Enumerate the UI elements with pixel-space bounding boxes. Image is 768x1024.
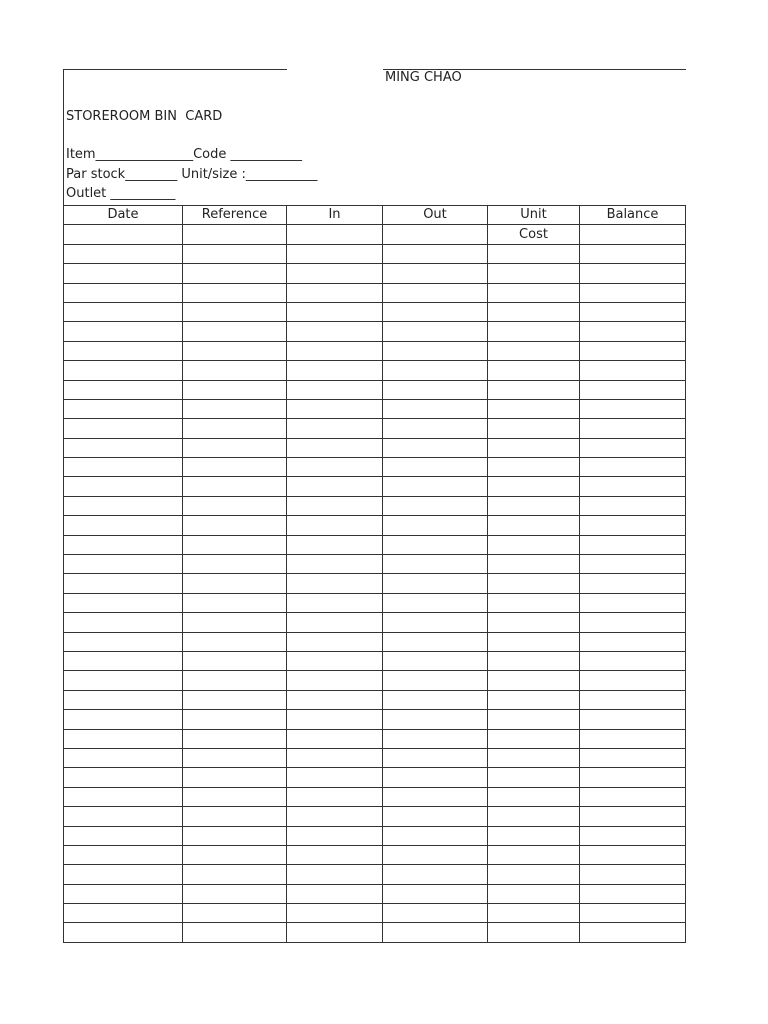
table-cell[interactable] [183, 710, 287, 729]
table-cell[interactable] [183, 477, 287, 496]
table-cell[interactable] [64, 458, 183, 477]
table-row [64, 225, 686, 244]
table-row [64, 632, 686, 651]
table-cell[interactable] [183, 438, 287, 457]
table-row [64, 904, 686, 923]
card-title: STOREROOM BIN CARD [66, 109, 223, 124]
table-cell[interactable] [580, 574, 686, 593]
table-cell[interactable] [488, 458, 580, 477]
table-cell[interactable] [287, 458, 383, 477]
table-cell[interactable] [580, 884, 686, 903]
table-cell[interactable] [580, 419, 686, 438]
table-cell[interactable] [580, 283, 686, 302]
table-cell[interactable] [64, 322, 183, 341]
table-cell[interactable] [64, 302, 183, 321]
table-cell[interactable] [488, 283, 580, 302]
table-row [64, 477, 686, 496]
table-cell[interactable] [64, 865, 183, 884]
table-cell[interactable] [383, 496, 488, 515]
column-header-unit: Unit [488, 206, 580, 225]
table-cell[interactable] [287, 264, 383, 283]
table-cell[interactable] [183, 516, 287, 535]
table-cell[interactable] [183, 322, 287, 341]
table-cell[interactable] [64, 496, 183, 515]
column-header-date: Date [64, 206, 183, 225]
table-cell[interactable] [287, 729, 383, 748]
table-cell[interactable] [64, 710, 183, 729]
table-cell[interactable] [183, 845, 287, 864]
table-row [64, 748, 686, 767]
table-row [64, 516, 686, 535]
table-cell[interactable] [287, 923, 383, 942]
table-cell[interactable] [64, 845, 183, 864]
table-row [64, 787, 686, 806]
table-cell[interactable] [183, 593, 287, 612]
outlet-field[interactable]: Outlet __________ [66, 186, 176, 201]
table-cell[interactable] [287, 690, 383, 709]
table-cell[interactable] [287, 302, 383, 321]
table-cell[interactable] [488, 690, 580, 709]
table-cell[interactable] [383, 845, 488, 864]
table-cell[interactable] [383, 225, 488, 244]
table-cell[interactable] [64, 826, 183, 845]
table-cell[interactable] [64, 399, 183, 418]
table-cell[interactable] [580, 865, 686, 884]
table-cell[interactable] [287, 399, 383, 418]
table-cell[interactable] [64, 264, 183, 283]
table-body [64, 225, 686, 942]
table-cell[interactable] [64, 807, 183, 826]
table-cell[interactable] [580, 710, 686, 729]
table-cell[interactable] [64, 477, 183, 496]
table-cell[interactable] [287, 438, 383, 457]
table-row [64, 826, 686, 845]
table-cell[interactable] [488, 613, 580, 632]
table-cell[interactable] [183, 787, 287, 806]
table-cell[interactable] [488, 923, 580, 942]
table-cell[interactable] [183, 380, 287, 399]
table-cell[interactable] [287, 380, 383, 399]
table-cell[interactable] [287, 671, 383, 690]
table-cell[interactable] [183, 361, 287, 380]
table-cell[interactable] [580, 923, 686, 942]
table-cell[interactable] [64, 904, 183, 923]
table-cell[interactable] [287, 361, 383, 380]
table-cell[interactable] [183, 768, 287, 787]
table-cell[interactable] [183, 496, 287, 515]
table-cell[interactable] [287, 535, 383, 554]
table-cell[interactable] [488, 535, 580, 554]
table-cell[interactable] [383, 419, 488, 438]
table-row [64, 438, 686, 457]
table-cell[interactable] [383, 458, 488, 477]
column-header-in: In [287, 206, 383, 225]
table-row [64, 651, 686, 670]
table-cell[interactable] [183, 884, 287, 903]
table-cell[interactable] [64, 361, 183, 380]
table-cell[interactable] [287, 807, 383, 826]
table-cell[interactable] [183, 283, 287, 302]
table-row [64, 768, 686, 787]
table-cell[interactable] [183, 574, 287, 593]
table-cell[interactable] [580, 438, 686, 457]
table-cell[interactable] [383, 884, 488, 903]
table-cell[interactable] [383, 651, 488, 670]
table-cell[interactable] [488, 729, 580, 748]
table-cell[interactable] [287, 651, 383, 670]
table-cell[interactable] [287, 845, 383, 864]
table-cell[interactable] [383, 380, 488, 399]
table-cell[interactable] [580, 361, 686, 380]
table-cell[interactable] [183, 399, 287, 418]
table-cell[interactable] [64, 748, 183, 767]
table-row [64, 322, 686, 341]
table-cell[interactable] [488, 419, 580, 438]
table-cell[interactable] [183, 535, 287, 554]
table-cell[interactable] [287, 865, 383, 884]
table-cell[interactable] [183, 555, 287, 574]
table-cell[interactable] [287, 341, 383, 360]
table-cell[interactable] [64, 438, 183, 457]
company-name: MING CHAO [385, 70, 462, 85]
table-cell[interactable] [183, 632, 287, 651]
table-cell[interactable] [580, 748, 686, 767]
table-cell[interactable] [488, 807, 580, 826]
table-cell[interactable] [580, 380, 686, 399]
table-cell[interactable] [287, 322, 383, 341]
table-cell[interactable] [383, 399, 488, 418]
table-cell[interactable] [287, 826, 383, 845]
table-cell[interactable] [488, 787, 580, 806]
table-cell[interactable] [580, 807, 686, 826]
table-cell[interactable] [580, 225, 686, 244]
table-cell[interactable] [64, 651, 183, 670]
table-cell[interactable] [488, 399, 580, 418]
table-cell[interactable] [580, 845, 686, 864]
table-cell[interactable] [64, 574, 183, 593]
table-cell[interactable] [383, 283, 488, 302]
table-cell[interactable] [488, 477, 580, 496]
table-row [64, 399, 686, 418]
table-row [64, 884, 686, 903]
table-cell[interactable] [488, 438, 580, 457]
table-cell[interactable] [488, 651, 580, 670]
table-cell[interactable] [383, 244, 488, 263]
table-cell[interactable] [64, 535, 183, 554]
table-row [64, 535, 686, 554]
table-cell[interactable] [183, 671, 287, 690]
table-cell[interactable] [580, 399, 686, 418]
table-cell[interactable] [580, 555, 686, 574]
table-cell[interactable] [64, 419, 183, 438]
table-cell[interactable] [64, 787, 183, 806]
table-cell[interactable] [183, 651, 287, 670]
table-row [64, 671, 686, 690]
table-cell[interactable] [287, 419, 383, 438]
bin-card-table [63, 205, 686, 943]
table-cell[interactable] [488, 322, 580, 341]
table-cell[interactable] [183, 826, 287, 845]
table-cell[interactable] [64, 516, 183, 535]
table-cell[interactable] [64, 690, 183, 709]
table-cell[interactable] [64, 225, 183, 244]
table-cell[interactable] [383, 516, 488, 535]
table-cell[interactable] [580, 458, 686, 477]
table-cell[interactable] [383, 729, 488, 748]
table-cell[interactable] [287, 496, 383, 515]
table-cell[interactable] [383, 768, 488, 787]
table-cell[interactable] [580, 787, 686, 806]
table-cell[interactable] [287, 884, 383, 903]
table-cell[interactable] [383, 574, 488, 593]
table-cell[interactable] [183, 865, 287, 884]
table-cell[interactable] [183, 923, 287, 942]
table-cell[interactable] [383, 302, 488, 321]
table-cell[interactable] [488, 555, 580, 574]
table-cell[interactable] [383, 438, 488, 457]
table-row [64, 419, 686, 438]
table-cell[interactable] [287, 710, 383, 729]
table-cell[interactable] [64, 632, 183, 651]
table-cell[interactable] [64, 283, 183, 302]
table-cell[interactable] [580, 904, 686, 923]
table-cell[interactable] [183, 302, 287, 321]
table-cell[interactable] [580, 671, 686, 690]
table-cell[interactable] [488, 244, 580, 263]
table-cell[interactable] [383, 748, 488, 767]
table-cell[interactable] [383, 904, 488, 923]
table-cell[interactable] [287, 613, 383, 632]
table-cell[interactable] [580, 729, 686, 748]
table-cell[interactable] [580, 341, 686, 360]
table-cell[interactable] [64, 884, 183, 903]
table-header-row [64, 206, 686, 225]
table-cell[interactable] [488, 302, 580, 321]
table-cell[interactable] [183, 904, 287, 923]
table-cell[interactable] [64, 341, 183, 360]
column-header-balance: Balance [580, 206, 686, 225]
table-row [64, 613, 686, 632]
table-cell[interactable] [580, 496, 686, 515]
table-cell[interactable] [580, 593, 686, 612]
table-cell[interactable] [488, 884, 580, 903]
table-row [64, 380, 686, 399]
table-cell[interactable] [383, 535, 488, 554]
table-cell[interactable] [488, 496, 580, 515]
table-cell[interactable] [64, 380, 183, 399]
table-cell[interactable] [287, 632, 383, 651]
table-cell[interactable] [287, 244, 383, 263]
table-row [64, 807, 686, 826]
table-cell[interactable] [383, 787, 488, 806]
table-cell[interactable] [64, 729, 183, 748]
table-cell[interactable] [287, 787, 383, 806]
table-cell[interactable] [488, 710, 580, 729]
table-cell[interactable] [287, 593, 383, 612]
table-cell[interactable] [287, 516, 383, 535]
table-cell[interactable] [183, 729, 287, 748]
table-cell[interactable] [488, 865, 580, 884]
par-stock-unit-field[interactable]: Par stock________ Unit/size :___________ [66, 167, 318, 182]
table-cell[interactable] [183, 244, 287, 263]
table-row [64, 865, 686, 884]
table-cell[interactable] [488, 593, 580, 612]
table-cell[interactable] [287, 574, 383, 593]
table-cell[interactable] [580, 516, 686, 535]
table-row [64, 690, 686, 709]
column-header-reference: Reference [183, 206, 287, 225]
table-cell[interactable] [488, 768, 580, 787]
table-cell[interactable] [580, 690, 686, 709]
table-cell[interactable] [287, 904, 383, 923]
table-row [64, 264, 686, 283]
table-cell[interactable] [488, 341, 580, 360]
table-cell[interactable] [287, 477, 383, 496]
table-cell[interactable] [580, 826, 686, 845]
table-row [64, 555, 686, 574]
table-cell[interactable] [383, 865, 488, 884]
table-row [64, 593, 686, 612]
table-cell[interactable] [183, 613, 287, 632]
table-cell[interactable] [580, 651, 686, 670]
table-cell[interactable] [64, 923, 183, 942]
table-cell[interactable] [383, 361, 488, 380]
table-cell[interactable] [183, 264, 287, 283]
table-row [64, 361, 686, 380]
table-cell[interactable] [383, 555, 488, 574]
table-cell[interactable] [183, 225, 287, 244]
table-cell[interactable] [580, 632, 686, 651]
table-row [64, 496, 686, 515]
table-row [64, 845, 686, 864]
table-cell[interactable] [64, 613, 183, 632]
table-cell[interactable] [383, 710, 488, 729]
table-cell[interactable] [183, 419, 287, 438]
table-row [64, 341, 686, 360]
table-row [64, 283, 686, 302]
table-cell[interactable] [488, 574, 580, 593]
table-cell[interactable] [488, 826, 580, 845]
table-cell[interactable] [383, 322, 488, 341]
table-cell[interactable] [488, 845, 580, 864]
table-cell[interactable] [580, 264, 686, 283]
table-cell[interactable] [64, 555, 183, 574]
table-cell[interactable] [488, 516, 580, 535]
table-row [64, 574, 686, 593]
left-margin-line [63, 69, 64, 205]
unit-cost-label: Cost [488, 225, 580, 244]
table-row [64, 244, 686, 263]
table-row [64, 729, 686, 748]
table-cell[interactable] [64, 671, 183, 690]
table-cell[interactable] [64, 244, 183, 263]
table-cell[interactable] [64, 593, 183, 612]
table-cell[interactable] [488, 380, 580, 399]
column-header-out: Out [383, 206, 488, 225]
table-cell[interactable] [488, 361, 580, 380]
table-row [64, 710, 686, 729]
table-cell[interactable] [383, 923, 488, 942]
table-cell[interactable] [183, 748, 287, 767]
table-cell[interactable] [383, 477, 488, 496]
table-cell[interactable] [580, 302, 686, 321]
table-cell[interactable] [580, 535, 686, 554]
table-cell[interactable] [488, 748, 580, 767]
table-cell[interactable] [183, 341, 287, 360]
table-cell[interactable] [383, 807, 488, 826]
table-cell[interactable] [488, 632, 580, 651]
table-cell[interactable] [287, 225, 383, 244]
table-cell[interactable] [383, 632, 488, 651]
table-cell[interactable] [580, 477, 686, 496]
table-cell[interactable] [383, 341, 488, 360]
top-left-rule [63, 69, 287, 70]
table-row [64, 923, 686, 942]
table-cell[interactable] [383, 593, 488, 612]
table-cell[interactable] [183, 690, 287, 709]
table-cell[interactable] [383, 613, 488, 632]
table-cell[interactable] [580, 322, 686, 341]
table-row [64, 458, 686, 477]
table-cell[interactable] [287, 748, 383, 767]
table-cell[interactable] [383, 826, 488, 845]
table-row [64, 302, 686, 321]
table-cell[interactable] [488, 904, 580, 923]
table-cell[interactable] [580, 768, 686, 787]
table-cell[interactable] [383, 690, 488, 709]
table-cell[interactable] [183, 807, 287, 826]
table-cell[interactable] [183, 458, 287, 477]
table-cell[interactable] [580, 613, 686, 632]
table-cell[interactable] [383, 671, 488, 690]
table-cell[interactable] [383, 264, 488, 283]
table-cell[interactable] [580, 244, 686, 263]
table-cell[interactable] [488, 264, 580, 283]
table-cell[interactable] [64, 768, 183, 787]
table-cell[interactable] [287, 768, 383, 787]
table-cell[interactable] [287, 283, 383, 302]
table-cell[interactable] [488, 671, 580, 690]
item-code-field[interactable]: Item_______________Code ___________ [66, 147, 303, 162]
table-cell[interactable] [287, 555, 383, 574]
